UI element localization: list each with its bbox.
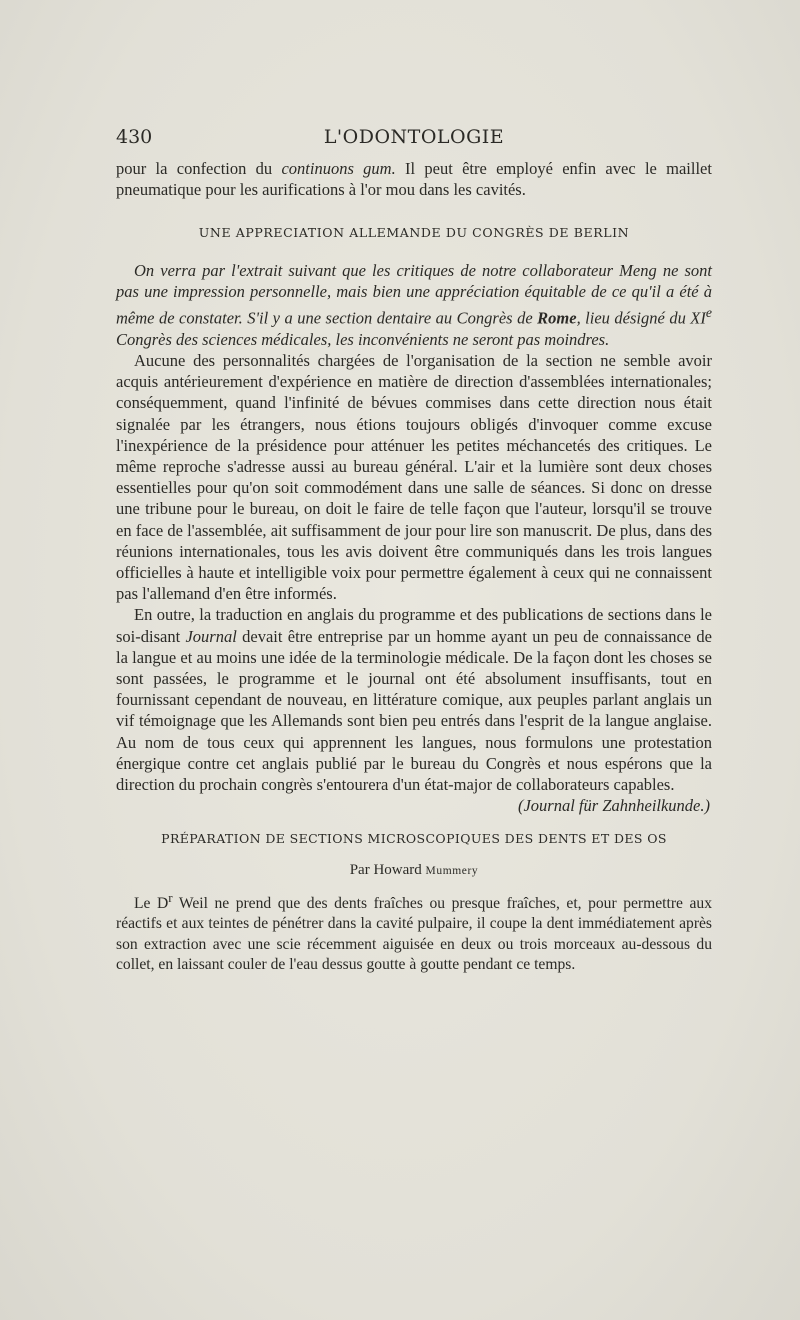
intro-rome: Rome — [537, 308, 577, 328]
paragraph-organisation: Aucune des personnalités chargées de l'organisation de la section ne semble avoir acquis antérieurement d'expérience en matière de direction d'assemblées internationales; conséquemment, quand l'infinité de bévues commises dans cette direction nous était signalée par les étrangers, nous étions toujours obligés d'invoquer comme excuse l'inexpérience de la présidence pour atténuer les petites méchancetés des critiques. Le même reproche s'adresse aussi au bureau général. L'air et la lumière sont deux choses essentielles pour qu'on soit commodément dans une salle de séances. Si donc on dresse une tribune pour le bureau, on doit le faire de telle façon que l'auteur, lorsqu'il se trouve en face de l'assemblée, ait suffisamment de jour pour lire son manuscrit. De plus, dans des réunions internationales, tous les avis doivent être communiqués dans les trois langues officielles à haute et intelligible voix pour permettre également à ceux qui ne connaissent pas l'allemand d'en être informés. — [116, 350, 712, 604]
intro-text-b: ne sont pas une impression personnelle, mais bien une appréciation équitable de ce qu'il a été à même de constater. S'il y a une section dentaire au Congrès de — [116, 260, 712, 328]
paragraph-weil — [116, 888, 712, 976]
intro-superscript: e — [705, 305, 712, 321]
weil-superscript: r — [168, 889, 173, 905]
article-body — [116, 158, 712, 976]
intro-text-c: , lieu désigné du XI — [576, 308, 706, 328]
section-title-appreciation: UNE APPRECIATION ALLEMANDE DU CONGRÈS DE BERLIN — [198, 225, 630, 241]
author-line — [116, 860, 712, 882]
weil-text-b: Weil ne prend que des dents fraîches ou presque fraîches, et, pour permettre aux réactifs et aux teintes de pénétrer dans la cavité pulpaire, il coupe la dent immédiatement après son extraction avec une scie récemment aiguisée en deux ou trois morceaux au-dessous du collet, en laissant couler de l'eau dessus goutte à goutte pendant ce temps. — [116, 894, 712, 974]
weil-text-a: Le D — [134, 894, 169, 912]
continuation-paragraph — [116, 158, 712, 200]
intro-text-a: On verra par l'extrait suivant que les critiques de notre collaborateur — [134, 260, 620, 280]
author-name: Mummery — [425, 864, 479, 877]
translation-text-a: En outre, la traduction en anglais du programme et des publications de sections dans le soi-disant — [116, 605, 712, 646]
journal-italic: Journal — [185, 626, 237, 646]
intro-text-d: Congrès des sciences médicales, les inconvénients ne seront pas moindres. — [116, 329, 610, 349]
paragraph-translation — [116, 604, 712, 795]
source-citation: (Journal für Zahnheilkunde.) — [517, 796, 710, 816]
continuation-text-b: Il peut être employé enfin avec le maillet pneumatique pour les aurifications à l'or mou dans les cavités. — [116, 159, 712, 200]
section-title-preparation: PRÉPARATION DE SECTIONS MICROSCOPIQUES DES DENTS ET DES OS — [161, 831, 667, 847]
journal-title: L'ODONTOLOGIE — [323, 126, 505, 148]
intro-paragraph — [116, 260, 712, 350]
running-header — [116, 126, 712, 150]
continuation-text-a: pour la confection du — [116, 159, 282, 178]
continuation-italic: continuons gum. — [281, 159, 396, 178]
intro-name: Meng — [619, 260, 657, 280]
author-prefix: Par Howard — [349, 861, 426, 878]
translation-text-b: devait être entreprise par un homme ayant un peu de connaissance de la langue et au moins une idée de la terminologie médicale. De la façon dont les choses se sont passées, le programme et le journal ont été absolument insuffisants, tout en fournissant cependant de nouveau, en littérature comique, aux peuples parlant anglais un vif témoignage que les Allemands sont bien peu entrés dans l'esprit de la langue anglaise. Au nom de tous ceux qui apprennent les langues, nous formulons une protestation énergique contre cet anglais publié par le bureau du Congrès et nous espérons que la direction du prochain congrès s'entourera d'un état-major de collaborateurs capables. — [116, 626, 712, 794]
page-number: 430 — [116, 126, 153, 148]
